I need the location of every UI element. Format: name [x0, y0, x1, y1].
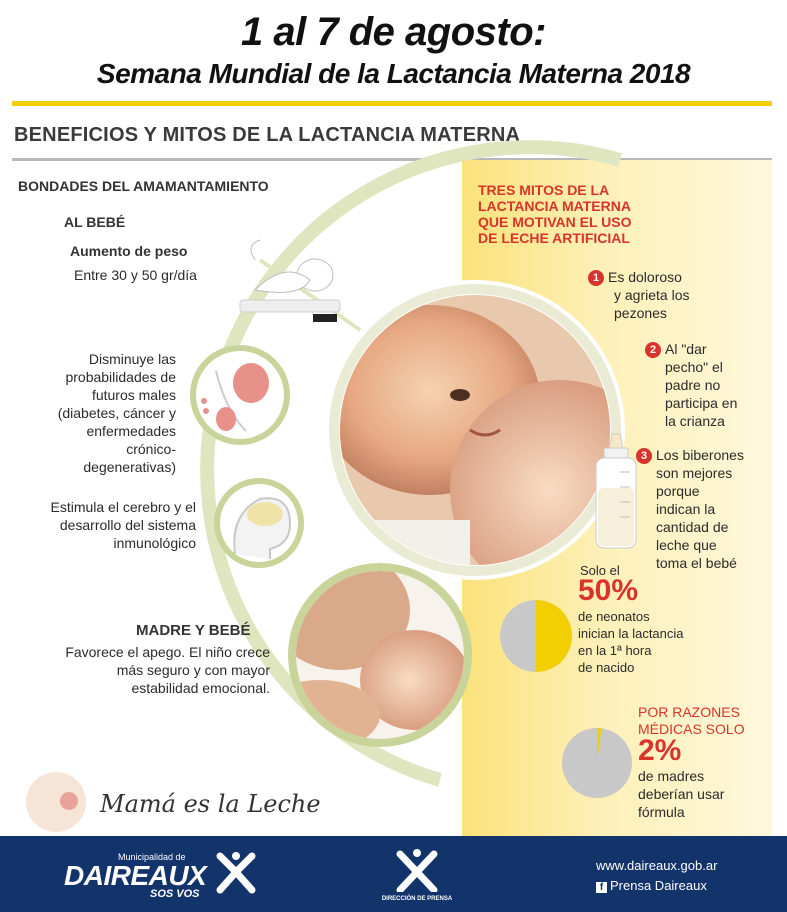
myth-number-badge: 2 — [645, 342, 661, 358]
brain-thumb — [214, 478, 304, 568]
myth-item-1: 1 Es doloroso y agrieta los pezones — [588, 268, 689, 322]
facebook-link[interactable]: f Prensa Daireaux — [596, 878, 707, 893]
signature: Mamá es la Leche — [100, 790, 321, 818]
benefits-heading: BONDADES DEL AMAMANTAMIENTO — [18, 178, 269, 194]
diseases-text: Disminuye las probabilidades de futuros males (diabetes, cáncer y enfermedades crónico- degenerativas) — [57, 351, 176, 475]
website-link[interactable]: www.daireaux.gob.ar — [596, 858, 718, 873]
weight-text: Entre 30 y 50 gr/día — [74, 267, 197, 283]
myth-number-badge: 3 — [636, 448, 652, 464]
myth-item-3: 3 Los biberones son mejores porque indican la cantidad de leche que toma el bebé — [636, 446, 744, 572]
baby-scale-icon — [235, 230, 345, 325]
stat2-heading: POR RAZONES MÉDICAS SOLO — [638, 704, 745, 737]
stat1-pie — [498, 598, 574, 674]
stat1-text: de neonatos inician la lactancia en la 1ª hora de nacido — [578, 609, 684, 675]
muni-small: Municipalidad de — [118, 852, 186, 862]
myths-heading: TRES MITOS DE LA LACTANCIA MATERNA QUE MOTIVAN EL USO DE LECHE ARTIFICIAL — [478, 182, 632, 246]
organs-thumb — [190, 345, 290, 445]
baby-bottle-icon — [590, 432, 642, 552]
muni-x-logo-icon — [216, 850, 256, 894]
mother-heading: MADRE Y BEBÉ — [136, 622, 251, 639]
weight-title: Aumento de peso — [70, 243, 188, 259]
mother-text: Favorece el apego. El niño crece más seguro y con mayor estabilidad emocional. — [65, 644, 270, 696]
muni-name: DAIREAUX — [64, 860, 207, 891]
stat2-text: de madres deberían usar fórmula — [638, 768, 725, 820]
breast-icon — [26, 772, 86, 832]
event-date-title: 1 al 7 de agosto: — [241, 10, 546, 54]
facebook-icon: f — [596, 882, 607, 893]
baby-heading: AL BEBÉ — [64, 214, 126, 230]
press-x-logo-icon — [396, 848, 438, 892]
brain-text: Estimula el cerebro y el desarrollo del sistema inmunológico — [50, 499, 196, 551]
event-subtitle: Semana Mundial de la Lactancia Materna 2018 — [96, 58, 691, 89]
stat1-prefix: Solo el — [580, 563, 620, 578]
stat1-value: 50% — [578, 574, 639, 607]
muni-slogan: SOS VOS — [150, 888, 200, 900]
press-label: DIRECCIÓN DE PRENSA — [381, 896, 453, 902]
section-title: BENEFICIOS Y MITOS DE LA LACTANCIA MATERNA — [14, 124, 521, 146]
myth-number-badge: 1 — [588, 270, 604, 286]
stat2-pie — [560, 726, 634, 800]
stat2-value: 2% — [638, 734, 682, 767]
myth-item-2: 2 Al "dar pecho" el padre no participa en la crianza — [645, 340, 737, 430]
footer — [0, 836, 787, 912]
stat1-pie-slice — [536, 600, 572, 672]
